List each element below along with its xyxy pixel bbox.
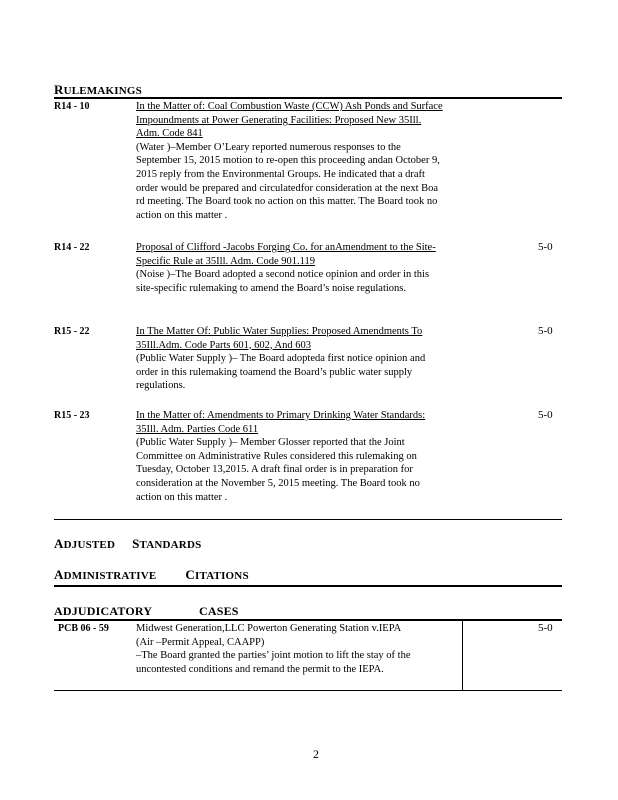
column-divider [462, 620, 463, 691]
docket-number: R15 - 22 [54, 326, 90, 337]
heading-word: CASES [198, 604, 239, 618]
case-type: (Air –Permit Appeal, CAAPP) [136, 636, 265, 648]
case-title: Proposal of Clifford -Jacobs Forging Co. for anAmendment to the Site-Specific Rule at 35Ill. Adm. Code 901.119 [136, 242, 436, 267]
case-summary: –The Board granted the parties’ joint motion to lift the stay of the uncontested conditions and remand the permit to the IEPA. [136, 650, 411, 675]
section-rule [54, 585, 562, 587]
section-rule [54, 97, 562, 99]
rulemaking-entry [136, 241, 444, 295]
vote-result: 5-0 [538, 409, 553, 421]
vote-result: 5-0 [538, 622, 553, 634]
adjudicatory-cases-heading [54, 604, 239, 619]
case-title: Midwest Generation,LLC Powerton Generating Station v.IEPA [136, 623, 402, 634]
case-summary: (Water )–Member O’Leary reported numerous responses to the September 15, 2015 motion to re-open this proceeding andan October 9, 2015 reply from the Environmental Groups. He indicated that a draft order would be prepared and circulatedfor consideration at the next Boa rd meeting. The Board took no action on this matter. The Board took no action on this matter . [136, 141, 440, 221]
heading-rest: ITATIONS [195, 570, 249, 582]
case-title: In the Matter of: Coal Combustion Waste (CCW) Ash Ponds and Surface Impoundments at Power Generating Facilities: Proposed New 35Ill. Adm. Code 841 [136, 101, 443, 140]
section-rule [54, 619, 562, 621]
heading-rest: DJUSTED [63, 539, 116, 551]
rulemaking-entry [136, 409, 444, 504]
table-bottom-rule [54, 690, 562, 691]
heading-cap: A [54, 536, 64, 551]
heading-rest: DMINISTRATIVE [63, 570, 157, 582]
case-summary: (Noise )–The Board adopted a second notice opinion and order in this site-specific rulemaking to amend the Board’s noise regulations. [136, 269, 430, 294]
vote-result: 5-0 [538, 241, 553, 253]
rulemakings-heading [54, 82, 142, 98]
docket-number: PCB 06 - 59 [58, 623, 109, 634]
rulemaking-entry [136, 100, 444, 222]
docket-number: R14 - 22 [54, 242, 90, 253]
page-number: 2 [313, 747, 319, 761]
case-summary: (Public Water Supply )– The Board adopteda first notice opinion and order in this rulemaking toamend the Board’s public water supply regulations. [136, 353, 426, 392]
vote-result: 5-0 [538, 325, 553, 337]
heading-rest: ULEMAKINGS [63, 85, 142, 97]
docket-number: R15 - 23 [54, 410, 90, 421]
adjusted-standards-heading [54, 536, 201, 552]
docket-number: R14 - 10 [54, 101, 90, 112]
case-summary: (Public Water Supply )– Member Glosser reported that the Joint Committee on Administrative Rules considered this rulemaking on Tuesday, October 13,2015. A draft final order is in preparation for consideration at the November 5, 2015 meeting. The Board took no action on this matter . [136, 437, 420, 503]
heading-cap: C [185, 567, 195, 582]
heading-rest: TANDARDS [139, 539, 202, 551]
rulemaking-entry [136, 325, 444, 393]
heading-word: ADJUDICATORY [54, 604, 152, 618]
adjudicatory-entry [136, 622, 454, 676]
section-rule [54, 519, 562, 520]
heading-cap: S [132, 536, 140, 551]
case-title: In the Matter of: Amendments to Primary Drinking Water Standards: 35Ill. Adm. Parties Code 611 [136, 410, 426, 435]
case-title: In The Matter Of: Public Water Supplies: Proposed Amendments To 35Ill.Adm. Code Parts 601, 602, And 603 [136, 326, 423, 351]
heading-cap: R [54, 82, 64, 97]
heading-cap: A [54, 567, 64, 582]
administrative-citations-heading [54, 567, 249, 583]
